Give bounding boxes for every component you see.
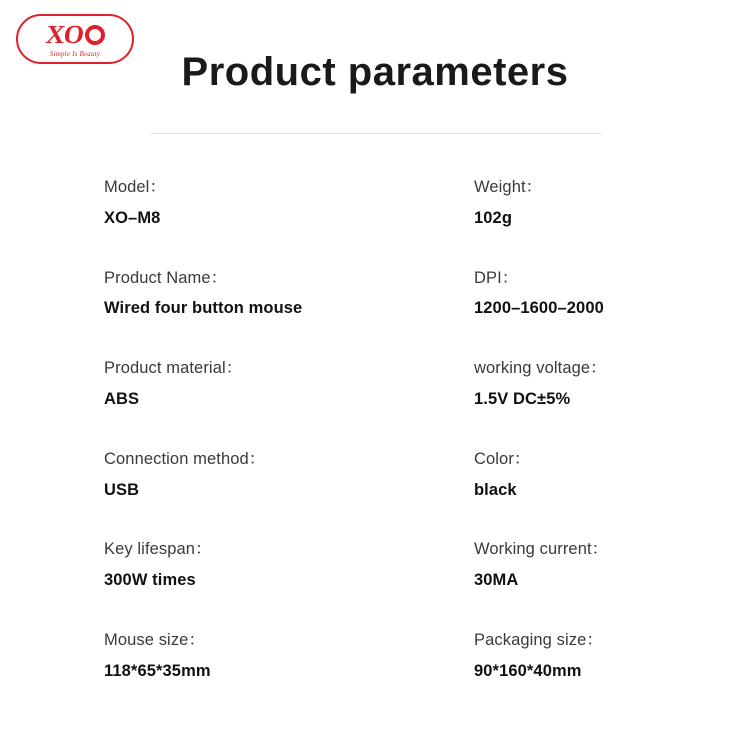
spec-item-weight — [474, 178, 650, 229]
spec-label: Mouse size： — [104, 630, 206, 649]
spec-value: 102g — [474, 208, 513, 227]
spec-item-model — [104, 178, 474, 229]
logo-tagline: Simple Is Beauty — [49, 50, 101, 58]
spec-value: USB — [104, 480, 140, 499]
spec-item-working-current — [474, 540, 650, 591]
spec-item-mouse-size — [104, 631, 474, 682]
spec-label: working voltage： — [474, 359, 607, 378]
page-title: Product parameters — [181, 50, 569, 94]
logo-mark — [43, 20, 105, 49]
spec-item-working-voltage — [474, 359, 650, 410]
spec-label: Model： — [104, 178, 167, 196]
spec-value: black — [474, 480, 517, 499]
spec-value: 1200–1600–2000 — [474, 299, 604, 318]
title-divider — [150, 133, 602, 134]
spec-label: Weight： — [474, 178, 543, 196]
spec-label: Packaging size： — [474, 630, 603, 649]
spec-value: 1.5V DC±5% — [474, 389, 571, 408]
spec-value: 300W times — [104, 571, 196, 590]
spec-label: DPI： — [474, 268, 519, 287]
spec-item-key-lifespan — [104, 540, 474, 591]
spec-item-connection-method — [104, 450, 474, 501]
spec-value: XO–M8 — [104, 208, 161, 227]
spec-label: Connection method： — [104, 449, 266, 468]
spec-value: Wired four button mouse — [104, 299, 303, 318]
spec-label: Key lifespan： — [104, 540, 212, 559]
spec-item-color — [474, 450, 650, 501]
spec-value: 118*65*35mm — [104, 661, 211, 680]
spec-grid — [0, 178, 750, 682]
spec-item-packaging-size — [474, 631, 650, 682]
logo-circle-icon — [85, 25, 105, 45]
spec-item-product-name — [104, 269, 474, 320]
spec-value: ABS — [104, 389, 140, 408]
spec-item-dpi — [474, 269, 650, 320]
logo-letter-x: XO — [43, 20, 85, 49]
spec-label: Working current： — [474, 540, 609, 559]
spec-label: Product material： — [104, 359, 243, 378]
spec-value: 90*160*40mm — [474, 661, 582, 680]
spec-label: Product Name： — [104, 268, 228, 287]
spec-item-product-material — [104, 359, 474, 410]
spec-value: 30MA — [474, 571, 519, 590]
spec-label: Color： — [474, 449, 531, 468]
